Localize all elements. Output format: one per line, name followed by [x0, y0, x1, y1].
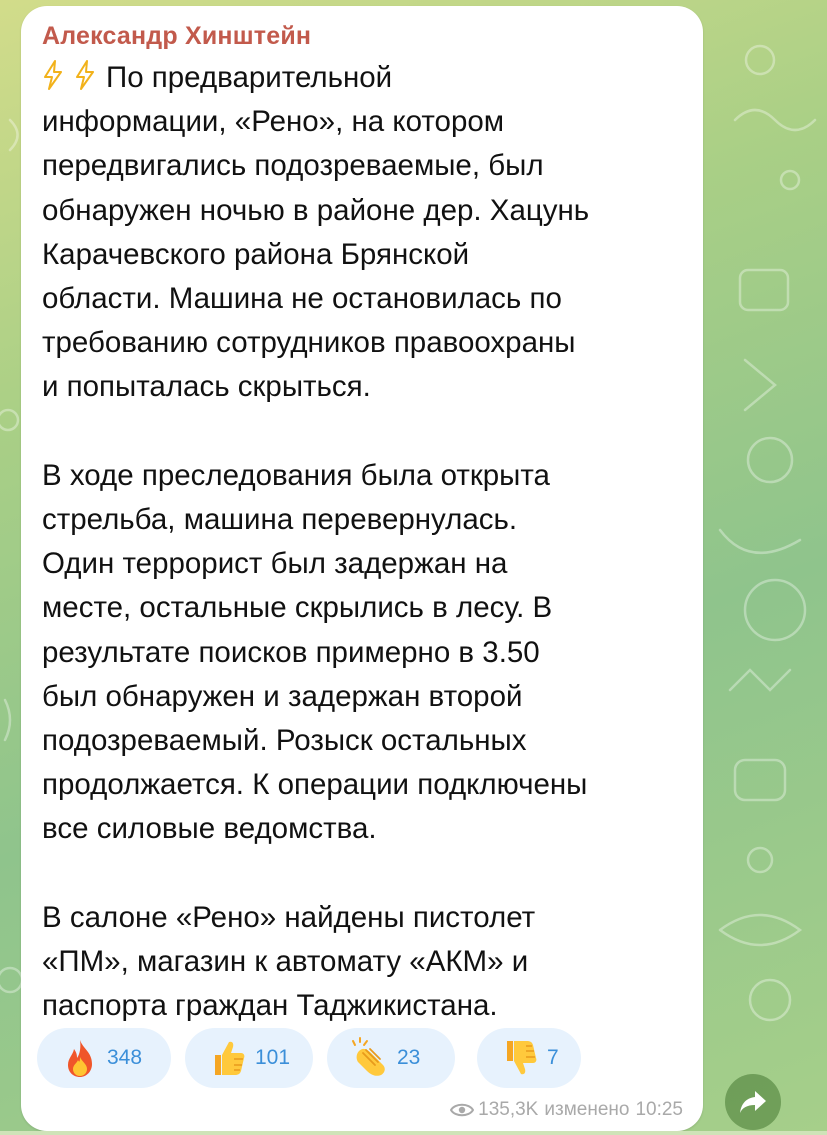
share-button[interactable]: [725, 1074, 781, 1130]
lightning-icon: [74, 60, 96, 90]
lightning-icon: [42, 60, 64, 90]
reaction-count: 101: [255, 1046, 291, 1069]
reaction-count: 7: [547, 1046, 559, 1069]
reaction-thumbs-up[interactable]: [185, 1028, 313, 1088]
clapping-hands-icon: [349, 1037, 391, 1079]
message-time: 10:25: [635, 1099, 683, 1120]
message-body: По предварительной информации, «Рено», на котором передвигались подозреваемые, был обнаружен ночью в районе дер. Хацунь Карачевского района Брянской области. Машина не остановилась по требованию сотрудников правоохраны и попыталась скрыться. В ходе преследования была открыта стрельба, машина перевернулась. Один террорист был задержан на месте, остальные скрылись в лесу. В результате поисков примерно в 3.50 был обнаружен и задержан второй подозреваемый. Розыск остальных продолжается. К операции подключены все силовые ведомства. В салоне «Рено» найдены пистолет «ПМ», магазин к автомату «АКМ» и паспорта граждан Таджикистана.: [42, 61, 590, 1023]
views-count: 135,3K: [478, 1099, 539, 1120]
author-name[interactable]: Александр Хинштейн: [42, 22, 312, 50]
fire-icon: [59, 1037, 101, 1079]
message-meta: [401, 1099, 683, 1121]
reaction-count: 348: [107, 1046, 143, 1069]
views-eye-icon: [450, 1102, 474, 1118]
reaction-thumbs-down[interactable]: [477, 1028, 581, 1088]
share-arrow-icon: [738, 1089, 768, 1115]
next-message-edge: [0, 1131, 827, 1135]
message-bubble[interactable]: [21, 6, 703, 1131]
edited-label: изменено: [544, 1099, 630, 1120]
thumbs-up-icon: [207, 1037, 249, 1079]
reaction-clap[interactable]: [327, 1028, 455, 1088]
thumbs-down-icon: [499, 1037, 541, 1079]
message-text: [42, 56, 692, 1028]
reaction-fire[interactable]: [37, 1028, 171, 1088]
reaction-count: 23: [397, 1046, 421, 1069]
